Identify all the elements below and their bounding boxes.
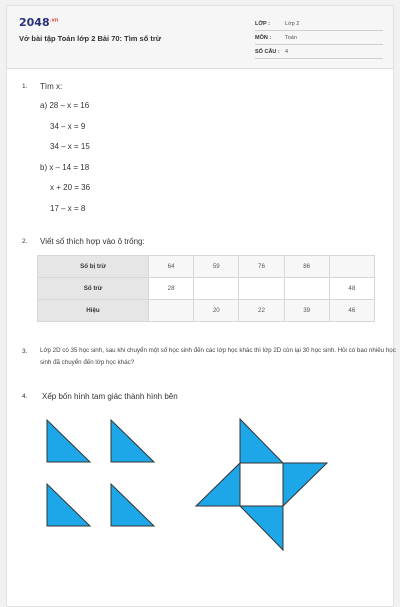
page-title: Vở bài tập Toán lớp 2 Bài 70: Tìm số trừ <box>19 34 162 43</box>
table-cell: 46 <box>329 300 374 322</box>
q1-number: 1. <box>22 83 28 90</box>
meta-class-value: Lớp 2 <box>285 21 300 27</box>
q1-line: b) x – 14 = 18 <box>40 163 90 172</box>
triangle-piece <box>111 484 154 526</box>
q1-line: a) 28 – x = 16 <box>40 101 90 110</box>
meta-subject-value: Toán <box>285 35 297 41</box>
q1-prompt: Tìm x: <box>40 82 63 91</box>
q2-prompt: Viết số thích hợp vào ô trống: <box>40 237 145 246</box>
pinwheel-center-square <box>240 463 283 506</box>
q2-number: 2. <box>22 238 28 245</box>
meta-count-value: 4 <box>285 49 289 55</box>
q1-line: 34 – x = 15 <box>50 142 90 151</box>
pinwheel-triangle-left <box>196 463 240 506</box>
row-header: Số bị trừ <box>38 256 149 278</box>
table-cell: 76 <box>239 256 284 278</box>
table-cell: 64 <box>149 256 194 278</box>
row-header: Hiệu <box>38 300 149 322</box>
q1-line: 17 – x = 8 <box>50 204 86 213</box>
q3-number: 3. <box>22 348 28 355</box>
meta-class-key: LỚP : <box>255 21 270 27</box>
pinwheel-triangle-bottom <box>240 506 283 550</box>
pinwheel-triangle-top <box>240 419 283 463</box>
q4-prompt: Xếp bốn hình tam giác thành hình bên <box>42 392 178 401</box>
triangle-piece <box>111 420 154 462</box>
table-cell: 86 <box>284 256 329 278</box>
q1-line: x + 20 = 36 <box>50 183 91 192</box>
q4-number: 4. <box>22 393 28 400</box>
table-cell: 28 <box>149 278 194 300</box>
table-cell: 59 <box>194 256 239 278</box>
table-cell: 48 <box>329 278 374 300</box>
logo-suffix: .vn <box>49 17 59 24</box>
meta-subject-key: MÔN : <box>255 35 272 41</box>
table-cell: 22 <box>239 300 284 322</box>
table-cell: 39 <box>284 300 329 322</box>
q1-line: 34 – x = 9 <box>50 122 86 131</box>
table-cell: 20 <box>194 300 239 322</box>
q3-text: Lớp 2D có 35 học sinh, sau khi chuyển một số học sinh đến các lớp học khác thì lớp 2D còn lại 30 học sinh. Hỏi có bao nhiêu học sinh đã chuyển đến lớp học khác? <box>40 347 396 366</box>
triangle-piece <box>47 484 90 526</box>
row-header: Số trừ <box>38 278 149 300</box>
triangle-piece <box>47 420 90 462</box>
meta-count-key: SỐ CÂU : <box>255 49 280 55</box>
logo-text: 2048 <box>19 16 50 29</box>
pinwheel-triangle-right <box>283 463 327 506</box>
